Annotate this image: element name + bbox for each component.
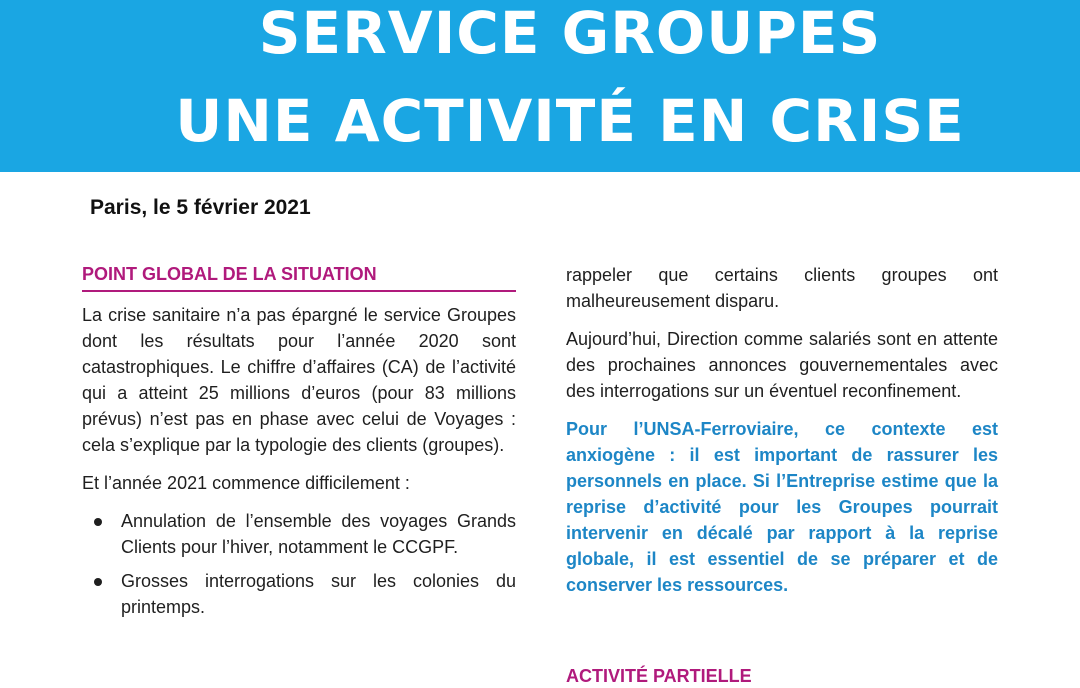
paragraph: La crise sanitaire n’a pas épargné le service Groupes dont les résultats pour l’année 2020 sont catastrophiques. Le chiffre d’affaires (CA) de l’activité qui a atteint 25 millions d’euros (pour 83 millions prévus) n’est pas en phase avec celui de Voyages : cela s’explique par la typologie des clients (groupes). (82, 305, 516, 455)
left-column (82, 262, 516, 628)
bullet-list (82, 508, 516, 620)
paragraph: rappeler que certains clients groupes ont malheureusement disparu. (566, 265, 998, 311)
dateline: Paris, le 5 février 2021 (90, 196, 311, 219)
title-line-2: UNE ACTIVITÉ EN CRISE (175, 87, 965, 155)
title-line-1: SERVICE GROUPES (258, 0, 882, 67)
right-column (566, 262, 998, 610)
list-item (82, 568, 516, 620)
list-item (82, 508, 516, 560)
highlight-paragraph: Pour l’UNSA-Ferroviaire, ce contexte est anxiogène : il est important de rassurer les personnels en place. Si l’Entreprise estime que la reprise d’activité pour les Groupes pourrait intervenir en décalé par rapport à la reprise globale, il est essentiel de se préparer et de conserver les ressources. (566, 419, 998, 595)
list-item-text: Annulation de l’ensemble des voyages Grands Clients pour l’hiver, notamment le CCGPF. (121, 511, 516, 557)
section-title: POINT GLOBAL DE LA SITUATION (82, 262, 516, 292)
paragraph: Aujourd’hui, Direction comme salariés sont en attente des prochaines annonces gouvernementales avec des interrogations sur un éventuel reconfinement. (566, 329, 998, 401)
bullet-icon (94, 578, 102, 586)
next-section-title: ACTIVITÉ PARTIELLE (566, 666, 752, 686)
header-banner (0, 0, 1080, 172)
bullet-icon (94, 518, 102, 526)
list-item-text: Grosses interrogations sur les colonies du printemps. (121, 571, 516, 617)
paragraph: Et l’année 2021 commence difficilement : (82, 473, 410, 493)
